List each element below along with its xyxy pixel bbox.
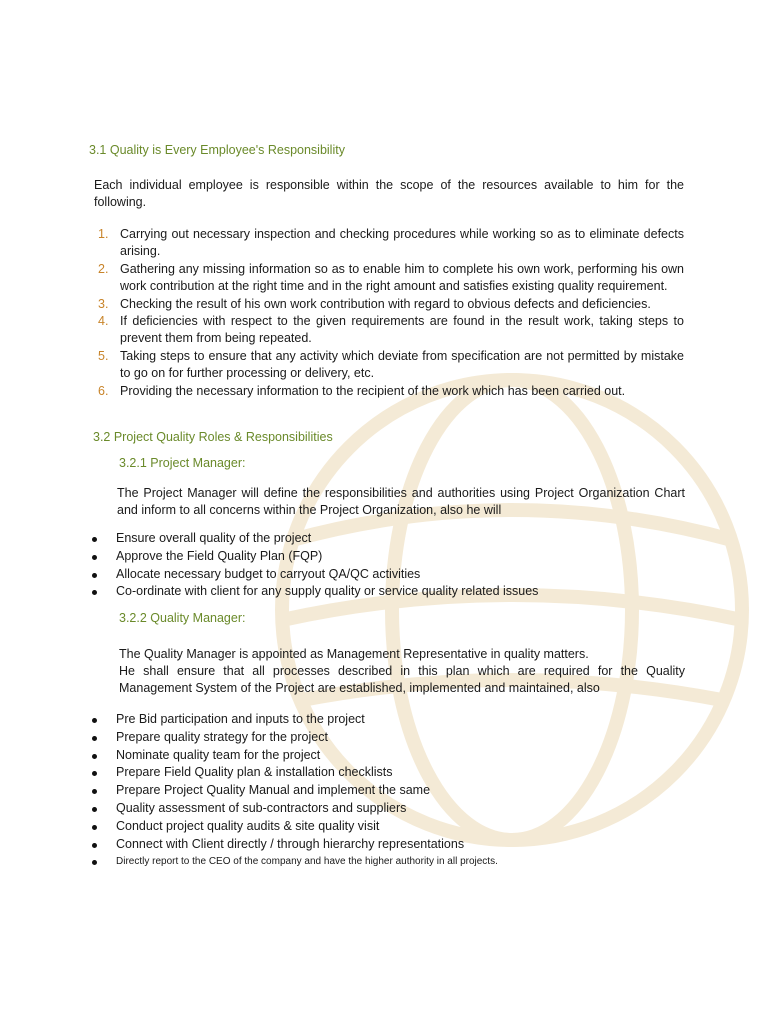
list-number: 1. xyxy=(98,227,109,241)
list-item-text: Checking the result of his own work contribution with regard to obvious defects and deficiencies. xyxy=(120,296,651,311)
list-item xyxy=(92,764,692,782)
section-3-2-2-heading: 3.2.2 Quality Manager: xyxy=(119,611,246,625)
list-item xyxy=(92,836,692,854)
list-item-text: Carrying out necessary inspection and checking procedures while working so as to eliminate defects arising. xyxy=(120,227,684,259)
list-number: 4. xyxy=(98,314,109,329)
list-item xyxy=(92,800,692,818)
quality-manager-duties xyxy=(92,711,692,871)
bullet-icon xyxy=(92,807,97,812)
list-item-text: Nominate quality team for the project xyxy=(116,747,321,762)
list-item xyxy=(92,583,692,601)
list-item-text: Connect with Client directly / through hierarchy representations xyxy=(116,836,465,851)
list-item-text: Pre Bid participation and inputs to the project xyxy=(116,712,365,726)
list-number: 3. xyxy=(98,296,109,311)
bullet-icon xyxy=(92,771,97,776)
list-item-text: Providing the necessary information to the recipient of the work which has been carried out. xyxy=(120,383,626,398)
responsibility-list xyxy=(96,226,684,400)
list-item xyxy=(96,261,684,296)
list-item xyxy=(92,548,692,566)
bullet-icon xyxy=(92,789,97,794)
list-item-text: Prepare quality strategy for the project xyxy=(116,729,328,744)
list-number: 6. xyxy=(98,383,109,398)
list-item xyxy=(92,853,692,871)
list-item xyxy=(92,530,692,548)
section-3-1-intro: Each individual employee is responsible within the scope of the resources available to him for the following. xyxy=(94,178,684,210)
list-item-text: Taking steps to ensure that any activity which deviate from specification are not permitted by mistake to go on for further processing or delivery, etc. xyxy=(120,348,684,381)
bullet-icon xyxy=(92,843,97,848)
quality-manager-intro-line1: The Quality Manager is appointed as Management Representative in quality matters. xyxy=(119,647,589,661)
list-item xyxy=(96,226,684,261)
list-item xyxy=(92,782,692,800)
list-item-text: Quality assessment of sub-contractors and suppliers xyxy=(116,800,407,815)
list-item xyxy=(96,296,684,313)
list-item-text: Approve the Field Quality Plan (FQP) xyxy=(116,548,323,563)
list-number: 5. xyxy=(98,348,109,363)
list-item-text: Directly report to the CEO of the company and have the higher authority in all projects. xyxy=(116,856,498,868)
bullet-icon xyxy=(92,573,97,578)
bullet-icon xyxy=(92,555,97,560)
bullet-icon xyxy=(92,860,97,865)
section-3-2-1-heading: 3.2.1 Project Manager: xyxy=(119,456,246,470)
list-number: 2. xyxy=(98,261,109,276)
bullet-icon xyxy=(92,736,97,741)
list-item xyxy=(92,566,692,584)
list-item-text: Prepare Field Quality plan & installation checklists xyxy=(116,765,393,780)
section-3-2-heading: 3.2 Project Quality Roles & Responsibilities xyxy=(93,430,333,444)
list-item xyxy=(92,747,692,765)
list-item xyxy=(96,313,684,348)
bullet-icon xyxy=(92,825,97,830)
list-item xyxy=(92,729,692,747)
bullet-icon xyxy=(92,718,97,723)
list-item xyxy=(96,383,684,400)
bullet-icon xyxy=(92,754,97,759)
list-item xyxy=(96,348,684,383)
list-item-text: Conduct project quality audits & site quality visit xyxy=(116,818,380,833)
list-item-text: If deficiencies with respect to the given requirements are found in the result work, taking steps to prevent them from being repeated. xyxy=(120,314,684,346)
bullet-icon xyxy=(92,590,97,595)
section-3-1-heading: 3.1 Quality is Every Employee's Responsibility xyxy=(89,143,345,157)
list-item-text: Ensure overall quality of the project xyxy=(116,531,312,545)
list-item xyxy=(92,711,692,729)
list-item xyxy=(92,818,692,836)
list-item-text: Co-ordinate with client for any supply quality or service quality related issues xyxy=(116,584,539,599)
quality-manager-intro-line2: He shall ensure that all processes described in this plan which are required for the Quality Management System of the Project are established, implemented and maintained, also xyxy=(119,664,685,696)
list-item-text: Allocate necessary budget to carryout QA/QC activities xyxy=(116,566,421,581)
list-item-text: Prepare Project Quality Manual and implement the same xyxy=(116,783,431,798)
project-manager-duties xyxy=(92,530,692,601)
bullet-icon xyxy=(92,537,97,542)
project-manager-intro: The Project Manager will define the responsibilities and authorities using Project Organization Chart and inform to all concerns within the Project Organization, also he will xyxy=(117,486,685,518)
list-item-text: Gathering any missing information so as to enable him to complete his own work, performing his own work contribution at the right time and in the right amount and satisfies existing quality requirement. xyxy=(120,261,684,294)
